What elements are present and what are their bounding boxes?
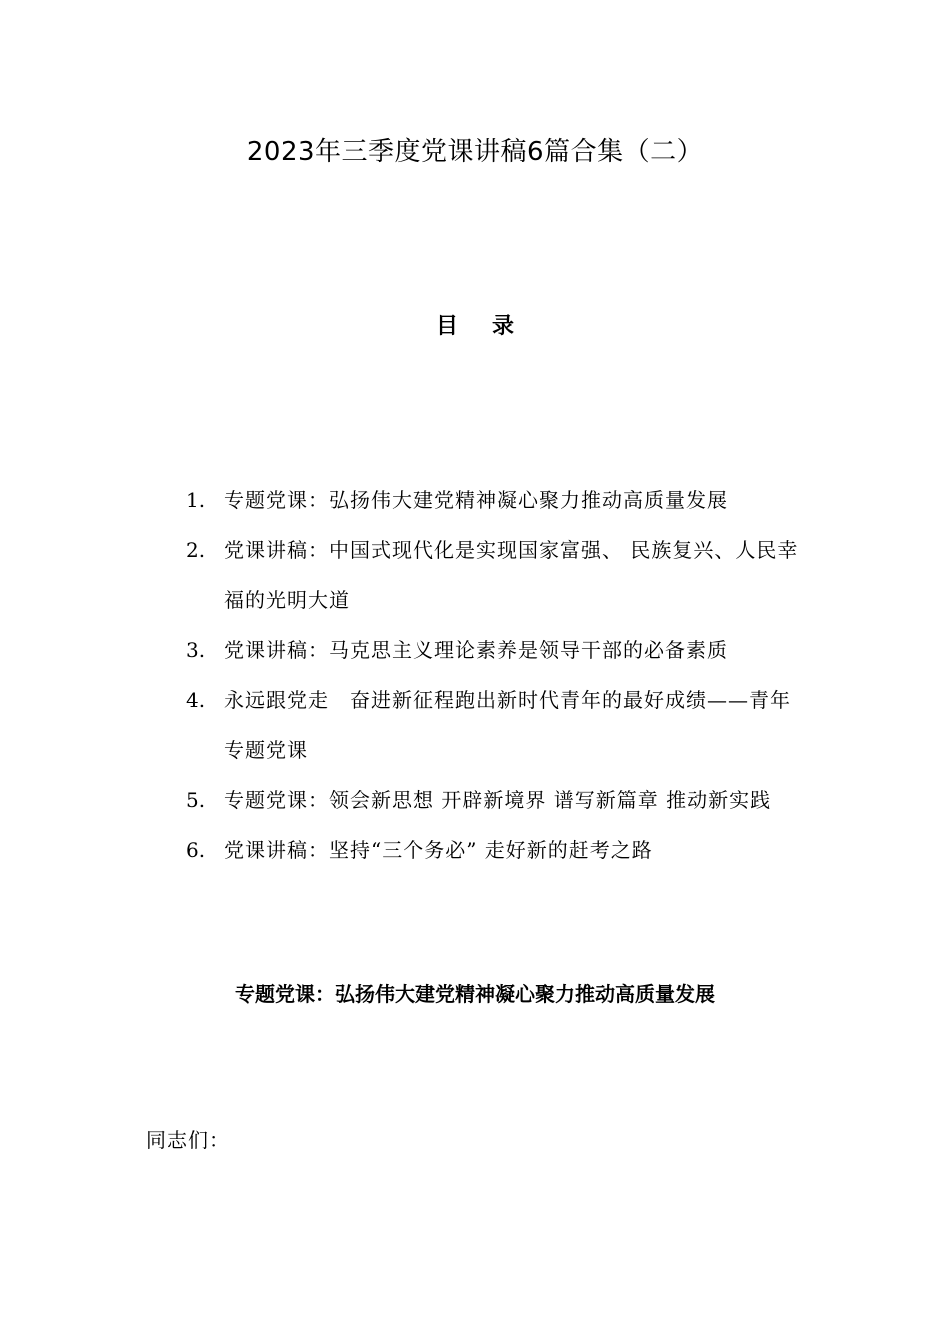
toc-item-number: 5. — [186, 788, 206, 812]
toc-item-number: 6. — [186, 838, 206, 862]
section-heading: 专题党课：弘扬伟大建党精神凝心聚力推动高质量发展 — [235, 982, 715, 1006]
toc-item-text: 永远跟党走 奋进新征程跑出新时代青年的最好成绩——青年专题党课 — [224, 688, 791, 762]
toc-item — [186, 525, 806, 625]
toc-item-text: 党课讲稿：坚持“三个务必” 走好新的赶考之路 — [224, 838, 653, 862]
toc-item — [186, 775, 806, 825]
toc-list — [186, 475, 806, 875]
toc-item — [186, 475, 806, 525]
toc-item — [186, 675, 806, 775]
toc-item-text: 专题党课：弘扬伟大建党精神凝心聚力推动高质量发展 — [224, 488, 728, 512]
toc-item — [186, 825, 806, 875]
toc-item-text: 党课讲稿：马克思主义理论素养是领导干部的必备素质 — [224, 638, 728, 662]
salutation: 同志们： — [146, 1128, 230, 1152]
toc-item-number: 3. — [186, 638, 206, 662]
toc-item-number: 1. — [186, 488, 206, 512]
toc-item-text: 党课讲稿：中国式现代化是实现国家富强、 民族复兴、人民幸福的光明大道 — [224, 538, 799, 612]
toc-item-number: 4. — [186, 688, 206, 712]
toc-item-number: 2. — [186, 538, 206, 562]
toc-heading: 目录 — [435, 314, 548, 339]
toc-item-text: 专题党课：领会新思想 开辟新境界 谱写新篇章 推动新实践 — [224, 788, 772, 812]
toc-item — [186, 625, 806, 675]
document-title: 2023年三季度党课讲稿6篇合集（二） — [246, 137, 704, 167]
